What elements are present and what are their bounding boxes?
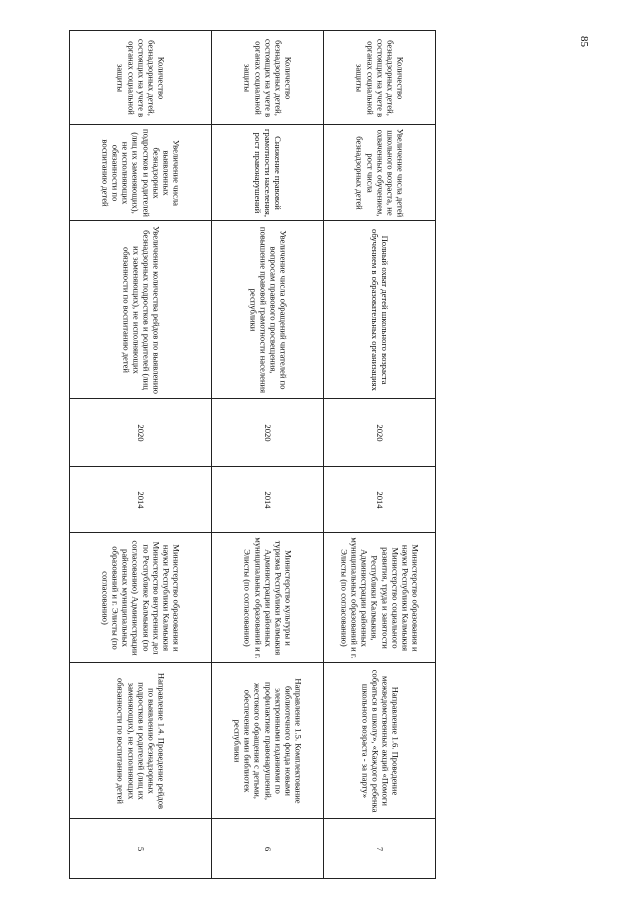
row-number-cell: 6 [262,846,273,851]
col-result [70,221,550,399]
col-start-year [70,467,550,533]
executors-cell: Министерство образования и науки Республики Калмыкия Министерство социального развития, труда и занятости Республики Калмыкия, Администрации районных муниципальных образований и г. Элисты (по согласованию) [339,536,421,659]
consequences-cell: Увеличение числа выявленных безнадзорных подростков и родителей (лиц их заменяющих), не исполняющих обязанности по воспитанию детей [100,128,182,217]
col-consequences [70,125,550,221]
start-year-cell: 2014 [135,490,146,509]
consequences-cell: Увеличение числа детей школьного возраста, не охваченных обучением, рост числа безнадзорных детей [354,128,405,217]
result-cell: Увеличение числа обращений читателей по вопросам правового просвещения, повышение правовой грамотности населения республики [247,226,288,393]
result-cell: Полный охват детей школьного возраста обучением в образовательных организациях [369,228,390,391]
end-year-cell: 2020 [135,423,146,442]
executors-cell: Министерство культуры и туризма Республики Калмыкия Администрации районных муниципальных образований и г. Элисты (по согласованию) [242,536,293,659]
col-indicator [70,31,550,125]
direction-cell: Направление 1.6. Проведение межведомственных акций «Помоги собраться в школу», «Каждого ребенка школьного возраста - за парту» [359,669,400,812]
col-end-year [70,399,550,467]
indicator-cell: Количество безнадзорных детей, состоящих на учете в органах социальной защиты [354,38,405,117]
col-executors [70,533,550,663]
direction-cell: Направление 1.4. Проведение рейдов по выявлению безнадзорных подростков и родителей (лиц их заменяющих), не исполняющих обязанности по воспитанию детей [115,672,166,809]
end-year-cell: 2020 [262,423,273,442]
indicator-cell: Количество безнадзорных детей, состоящих на учете в органах социальной защиты [242,38,293,117]
row-number-cell: 5 [135,846,146,851]
end-year-cell: 2020 [374,423,385,442]
col-direction [70,663,550,819]
executors-cell: Министерство образования и науки Республики Калмыкия Министерство внутренних дел по Республике Калмыкия (по согласованию) Администрации районных муниципальных образований и г. Элисты (по согласованию) [100,539,182,656]
consequences-cell: Снижение правовой грамотности населения, рост правонарушений [252,128,283,217]
row-number-cell: 7 [374,846,385,851]
start-year-cell: 2014 [374,490,385,509]
direction-cell: Направление 1.5. Комплектование библиотечного фонда новыми электронными изданиями по профилактике правонарушений, жестокого обращения с детьми, обеспечение ими библиотек республики [232,677,303,804]
page-number: 85 [578,36,590,47]
col-number [70,819,550,879]
indicator-cell: Количество безнадзорных детей, состоящих на учете в органах социальной защиты [115,38,166,117]
program-table [69,30,550,879]
start-year-cell: 2014 [262,490,273,509]
result-cell: Увеличение количества рейдов по выявлению безнадзорных подростков и родителей (лиц их заменяющих), не исполняющих обязанности по воспитанию детей [120,225,161,394]
